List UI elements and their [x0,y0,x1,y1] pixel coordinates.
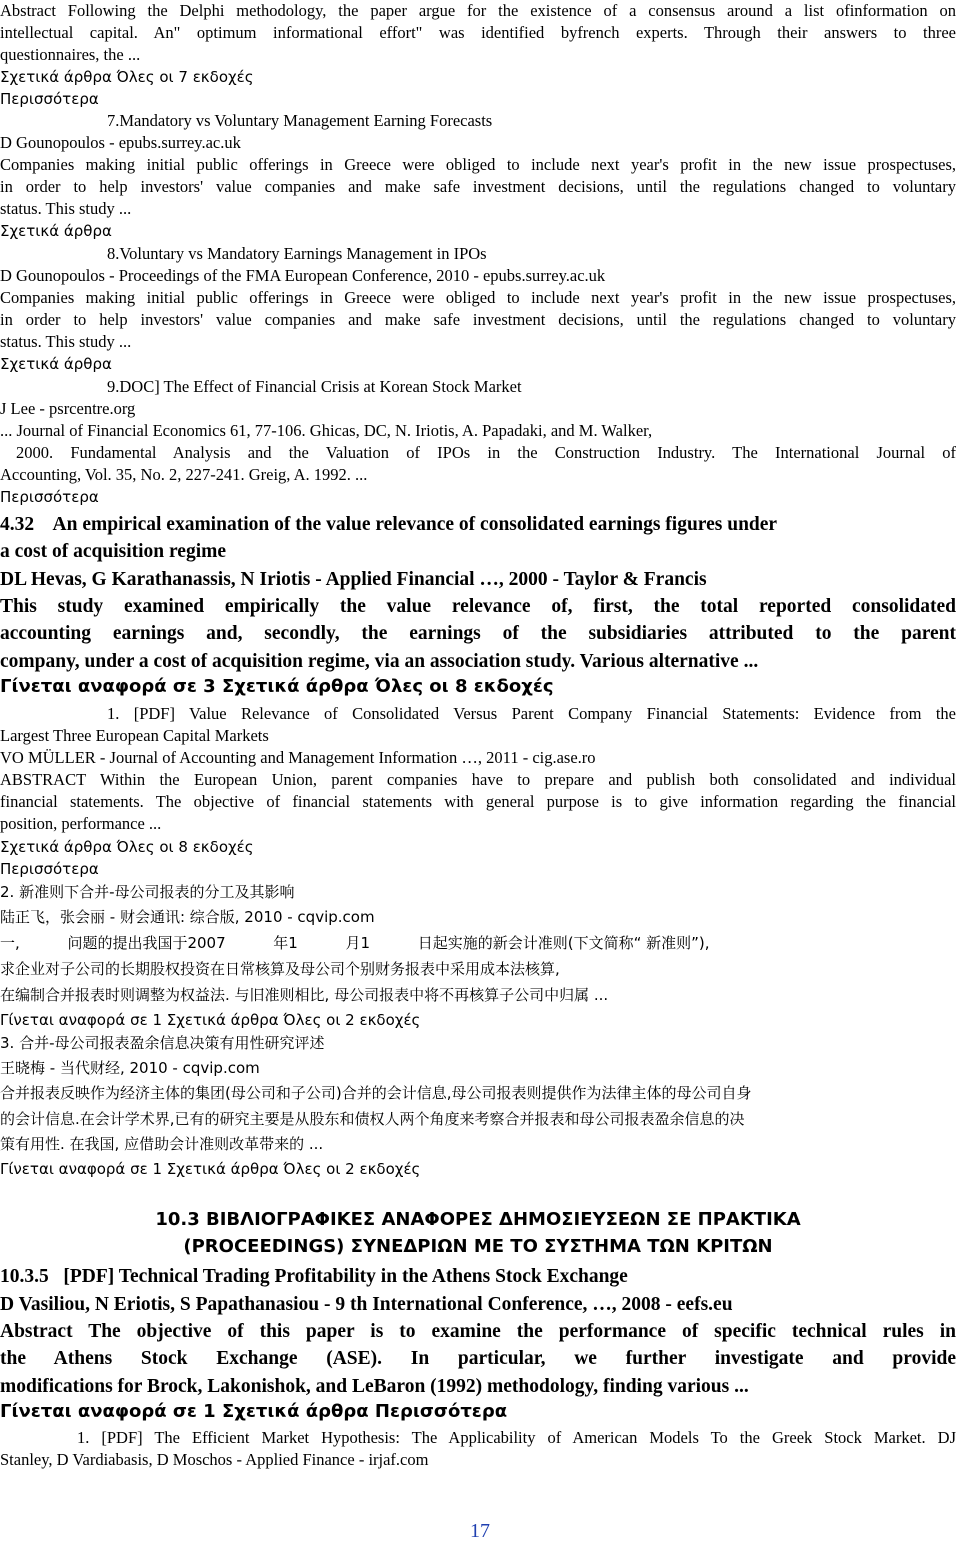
result-authors: VO MÜLLER - Journal of Accounting and Management Information …, 2011 - cig.ase.ro [0,748,596,767]
citation-links[interactable]: Γίνεται αναφορά σε 3 Σχετικά άρθρα Όλες οι 8 εκδοχές [0,676,554,697]
result-snippet: 一, 问题的提出我国于2007 年1 月1 日起实施的新会计准则(下文简称“ 新准则”), [0,934,710,952]
citation-links[interactable]: Γίνεται αναφορά σε 1 Σχετικά άρθρα Όλες οι 2 εκδοχές [0,1011,421,1029]
abstract-line: questionnaires, the ... [0,45,141,64]
citation-links[interactable]: Γίνεται αναφορά σε 1 Σχετικά άρθρα Όλες οι 2 εκδοχές [0,1160,421,1178]
section-abstract: accounting earnings and, secondly, the earnings of the subsidiaries attributed to the parent [0,623,956,644]
section-authors: DL Hevas, G Karathanassis, N Iriotis - Applied Financial …, 2000 - Taylor & Francis [0,569,707,590]
result-snippet: status. This study ... [0,199,132,218]
section-authors: D Vasiliou, N Eriotis, S Papathanasiou - 9 th International Conference, …, 2008 - eefs.eu [0,1294,733,1315]
result-snippet: Companies making initial public offerings in Greece were obliged to include next year's profit in the new issue prospectuses, [0,155,956,174]
result-snippet: 求企业对子公司的长期股权投资在日常核算及母公司个别财务报表中采用成本法核算, [0,960,560,978]
related-links[interactable]: Σχετικά άρθρα Όλες οι 7 εκδοχές [0,68,254,86]
result-title: Largest Three European Capital Markets [0,726,269,745]
result-snippet: Companies making initial public offerings in Greece were obliged to include next year's profit in the new issue prospectuses, [0,288,956,307]
result-title[interactable]: 1. [PDF] Value Relevance of Consolidated Versus Parent Company Financial Statements: Evidence from the [107,704,956,723]
chapter-heading: (PROCEEDINGS) ΣΥΝΕΔΡΙΩΝ ΜΕ ΤΟ ΣΥΣΤΗΜΑ ΤΩΝ ΚΡΙΤΩΝ [183,1236,773,1257]
result-title[interactable]: 3. 合并-母公司报表盈余信息决策有用性研究评述 [0,1034,325,1052]
result-title[interactable]: 9.DOC] The Effect of Financial Crisis at Korean Stock Market [107,377,522,396]
result-authors: J Lee - psrcentre.org [0,399,136,418]
result-snippet: in order to help investors' value companies and make safe investment decisions, until the regulations changed to voluntary [0,177,956,196]
result-title[interactable]: 2. 新准则下合并-母公司报表的分工及其影响 [0,883,295,901]
result-snippet: Accounting, Vol. 35, No. 2, 227-241. Greig, A. 1992. ... [0,465,368,484]
section-abstract: modifications for Brock, Lakonishok, and LeBaron (1992) methodology, finding various ... [0,1376,749,1397]
result-snippet: 合并报表反映作为经济主体的集团(母公司和子公司)合并的会计信息,母公司报表则提供作为法律主体的母公司自身 [0,1084,752,1102]
section-abstract: Abstract The objective of this paper is to examine the performance of specific technical rules in [0,1321,956,1342]
result-snippet: 策有用性. 在我国, 应借助会计准则改革带来的 ... [0,1135,324,1153]
related-links[interactable]: Σχετικά άρθρα Όλες οι 8 εκδοχές [0,838,254,856]
related-articles-link[interactable]: Σχετικά άρθρα [0,355,112,373]
section-heading: 4.32 An empirical examination of the value relevance of consolidated earnings figures under [0,514,778,535]
page-number: 17 [470,1520,490,1542]
result-snippet: ABSTRACT Within the European Union, parent companies have to prepare and publish both consolidated and individual [0,770,956,789]
result-snippet: 的会计信息.在会计学术界,已有的研究主要是从股东和债权人两个角度来考察合并报表和母公司报表盈余信息的决 [0,1110,745,1128]
result-snippet: 在编制合并报表时则调整为权益法. 与旧准则相比, 母公司报表中将不再核算子公司中归属 ... [0,986,609,1004]
result-snippet: 2000. Fundamental Analysis and the Valuation of IPOs in the Construction Industry. The International Journal of [16,443,956,462]
result-snippet: financial statements. The objective of financial statements with general purpose is to give information regarding the financial [0,792,956,811]
result-snippet: in order to help investors' value companies and make safe investment decisions, until the regulations changed to voluntary [0,310,956,329]
result-authors: 陆正飞，张会丽 - 财会通讯: 综合版, 2010 - cqvip.com [0,908,375,926]
result-authors: D Gounopoulos - epubs.surrey.ac.uk [0,133,241,152]
result-snippet: status. This study ... [0,332,132,351]
result-snippet: ... Journal of Financial Economics 61, 77-106. Ghicas, DC, N. Iriotis, A. Papadaki, and M. Walker, [0,421,653,440]
result-title[interactable]: 8.Voluntary vs Mandatory Earnings Management in IPOs [107,244,487,263]
citation-links[interactable]: Γίνεται αναφορά σε 1 Σχετικά άρθρα Περισσότερα [0,1401,508,1422]
result-snippet: position, performance ... [0,814,162,833]
section-abstract: company, under a cost of acquisition regime, via an association study. Various alternative ... [0,651,759,672]
more-link[interactable]: Περισσότερα [0,90,99,108]
result-title[interactable]: 7.Mandatory vs Voluntary Management Earning Forecasts [107,111,493,130]
result-authors: 王晓梅 - 当代财经, 2010 - cqvip.com [0,1059,260,1077]
chapter-heading: 10.3 ΒΙΒΛΙΟΓΡΑΦΙΚΕΣ ΑΝΑΦΟΡΕΣ ΔΗΜΟΣΙΕΥΣΕΩΝ ΣΕ ΠΡΑΚΤΙΚΑ [155,1209,801,1230]
result-authors: Stanley, D Vardiabasis, D Moschos - Applied Finance - irjaf.com [0,1450,429,1469]
result-authors: D Gounopoulos - Proceedings of the FMA European Conference, 2010 - epubs.surrey.ac.uk [0,266,606,285]
section-heading: a cost of acquisition regime [0,541,227,562]
abstract-line: Abstract Following the Delphi methodology, the paper argue for the existence of a consensus around a list ofinformation on [0,1,956,20]
more-link[interactable]: Περισσότερα [0,488,99,506]
result-title[interactable]: 1. [PDF] The Efficient Market Hypothesis: The Applicability of American Models To the Greek Stock Market. DJ [77,1428,956,1447]
more-link[interactable]: Περισσότερα [0,860,99,878]
section-heading[interactable]: 10.3.5 [PDF] Technical Trading Profitability in the Athens Stock Exchange [0,1266,628,1287]
related-articles-link[interactable]: Σχετικά άρθρα [0,222,112,240]
section-abstract: the Athens Stock Exchange (ASE). In particular, we further investigate and provide [0,1348,956,1369]
section-abstract: This study examined empirically the value relevance of, first, the total reported consolidated [0,596,956,617]
abstract-line: intellectual capital. An" optimum informational effort" was identified byfrench experts. Through their answers to three [0,23,956,42]
